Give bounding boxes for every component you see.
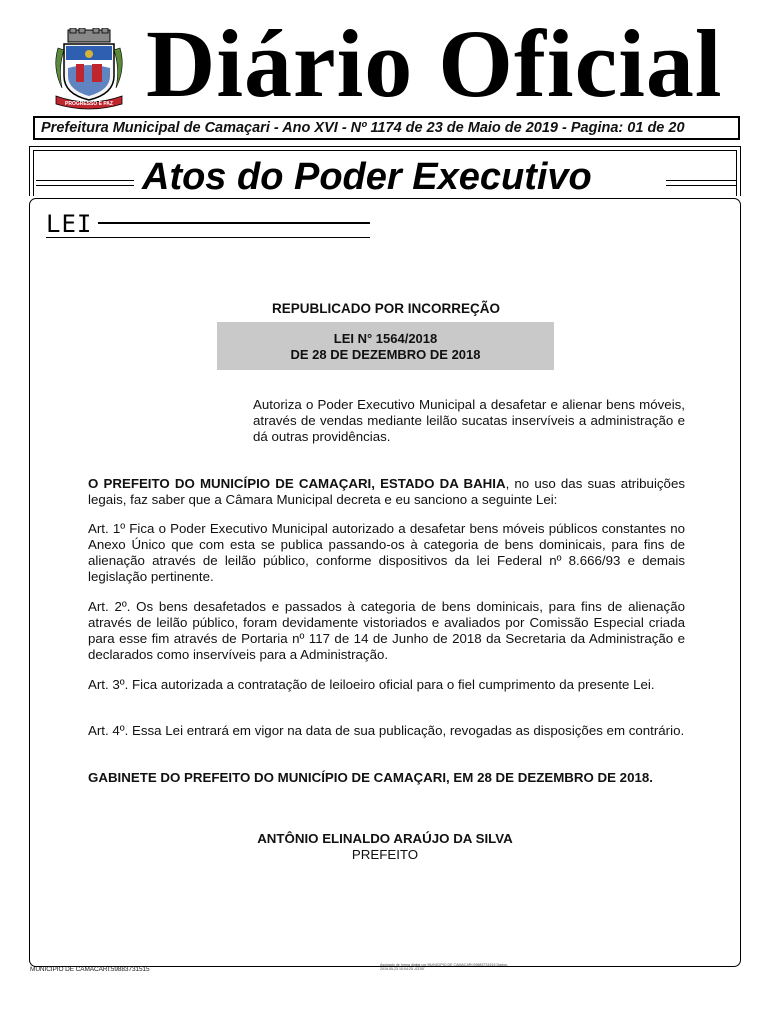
signature-block (0, 831, 770, 863)
signer-name: ANTÔNIO ELINALDO ARAÚJO DA SILVA (257, 831, 513, 846)
article-2: Art. 2º. Os bens desafetados e passados à categoria de bens dominicais, para fins de alienação através de leilão público, foram devidamente vistoriados e avaliados por Comissão Especial criada para esse fim através de Portaria nº 117 de 14 de Junho de 2018 da Secretaria da Administração e declarados como inservíveis para a Administração. (88, 599, 685, 662)
law-number: LEI N° 1564/2018 (333, 331, 438, 346)
section-title: Atos do Poder Executivo (142, 156, 592, 198)
republished-text: REPUBLICADO POR INCORREÇÃO (271, 301, 500, 316)
law-summary: Autoriza o Poder Executivo Municipal a desafetar e alienar bens móveis, através de vendas mediante leilão sucatas inservíveis a administração e dá outras providências. (253, 397, 685, 444)
preamble-authority: O PREFEITO DO MUNICÍPIO DE CAMAÇARI, ESTADO DA BAHIA (88, 476, 506, 491)
subsection-label: LEI (46, 210, 93, 238)
crest-motto: PROGRESSO E PAZ (65, 101, 113, 107)
subsection-rule (98, 222, 370, 224)
signer-role: PREFEITO (351, 847, 419, 862)
section-header (29, 146, 741, 196)
law-heading-box (217, 322, 554, 370)
law-date: DE 28 DE DEZEMBRO DE 2018 (290, 347, 481, 362)
publication-info-text: Prefeitura Municipal de Camaçari - Ano XVI - Nº 1174 de 23 de Maio de 2019 - Pagina: 01 de 20 (41, 120, 685, 136)
preamble (88, 476, 685, 508)
article-1: Art. 1º Fica o Poder Executivo Municipal autorizado a desafetar bens móveis públicos constantes no Anexo Único que com esta se publica passando-os à categoria de bens dominicais, para fins de alienação através de leilão público, conforme dispositivos da lei Federal nº 8.666/93 e demais legislação pertinente. (88, 521, 685, 584)
digital-signature-id: MUNICIPIO DE CAMACARI:59883731515 (30, 966, 150, 973)
digital-signature-stamp: Assinado de forma digital por MUNICIPIO DE CAMACARI:59883731515 Dados: 2019.05.23 10:04:25 -03'00' (380, 963, 508, 972)
subsection-underline (46, 237, 370, 238)
publication-info-bar (33, 116, 740, 140)
section-rule-right (666, 180, 736, 186)
article-3: Art. 3º. Fica autorizada a contratação de leiloeiro oficial para o fiel cumprimento da presente Lei. (88, 677, 655, 692)
republished-notice (0, 301, 770, 316)
closing-statement: GABINETE DO PREFEITO DO MUNICÍPIO DE CAMAÇARI, EM 28 DE DEZEMBRO DE 2018. (88, 770, 653, 785)
section-rule-left (36, 180, 134, 186)
masthead-title: Diário Oficial (146, 10, 723, 117)
municipal-crest-logo (48, 28, 130, 110)
preamble-text: , no uso das suas atribuições legais, faz saber que a Câmara Municipal decreta e eu sanciono a seguinte Lei: (88, 476, 685, 507)
article-4: Art. 4º. Essa Lei entrará em vigor na data de sua publicação, revogadas as disposições em contrário. (88, 723, 685, 738)
